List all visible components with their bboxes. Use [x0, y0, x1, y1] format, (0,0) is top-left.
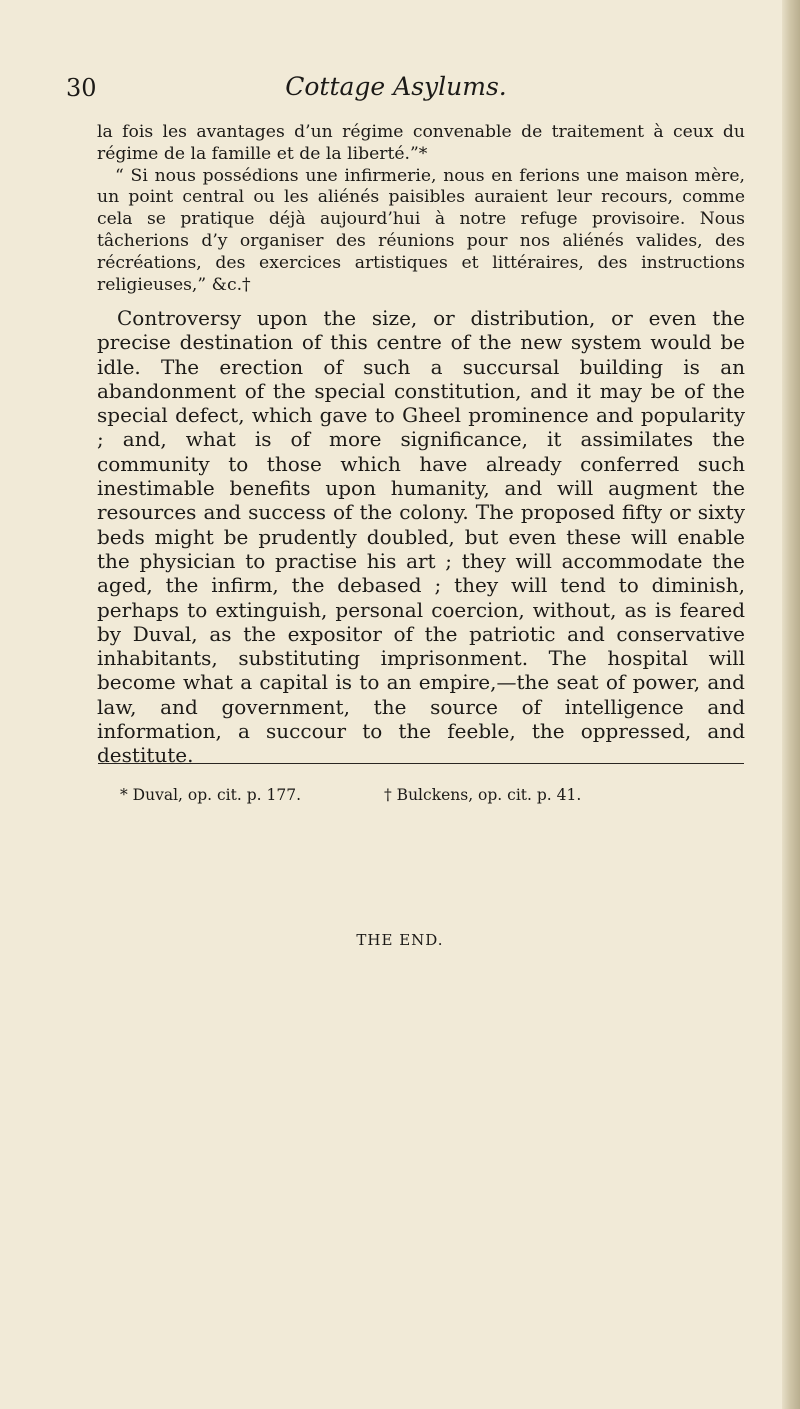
- footnotes: [120, 786, 740, 810]
- page-header: [66, 72, 726, 112]
- page-edge: [782, 0, 800, 1409]
- footnote-bulckens: † Bulckens, op. cit. p. 41.: [384, 786, 582, 804]
- main-text-block: [97, 306, 745, 768]
- french-quote-paragraph-1: la fois les avantages d’un régime convenable de traitement à ceux du régime de la famille et de la liberté.”*: [97, 122, 745, 164]
- footnote-rule: [98, 763, 744, 764]
- french-quote-paragraph-2: “ Si nous possédions une infirmerie, nous en ferions une maison mère, un point central ou les aliénés paisibles auraient leur recours, comme cela se pratique déjà aujourd’hui à notre refuge provisoire. Nous tâcherions d’y organiser des réunions pour nos aliénés valides, des récréations, des exercices artistiques et littéraires, des instructions religieuses,” &c.†: [97, 165, 745, 295]
- footnote-duval: * Duval, op. cit. p. 177.: [120, 786, 302, 804]
- running-title: Cottage Asylums.: [285, 72, 507, 101]
- french-quote-block: [97, 122, 745, 296]
- main-paragraph: Controversy upon the size, or distribution, or even the precise destination of this centre of the new system would be idle. The erection of such a succursal building is an abandonment of the special constitution, and it may be of the special defect, which gave to Gheel prominence and popularity ; and, what is of more significance, it assimilates the community to those which have already conferred such inestimable benefits upon humanity, and will augment the resources and success of the colony. The proposed fifty or sixty beds might be prudently doubled, but even these will enable the physician to practise his art ; they will accommodate the aged, the infirm, the debased ; they will tend to diminish, perhaps to extinguish, personal coercion, without, as is feared by Duval, as the expositor of the patriotic and conservative inhabitants, substituting imprisonment. The hospital will become what a capital is to an empire,—the seat of power, and law, and government, the source of intelligence and information, a succour to the feeble, the oppressed, and destitute.: [97, 306, 745, 768]
- the-end-label: THE END.: [356, 931, 444, 949]
- page-number: 30: [66, 74, 97, 102]
